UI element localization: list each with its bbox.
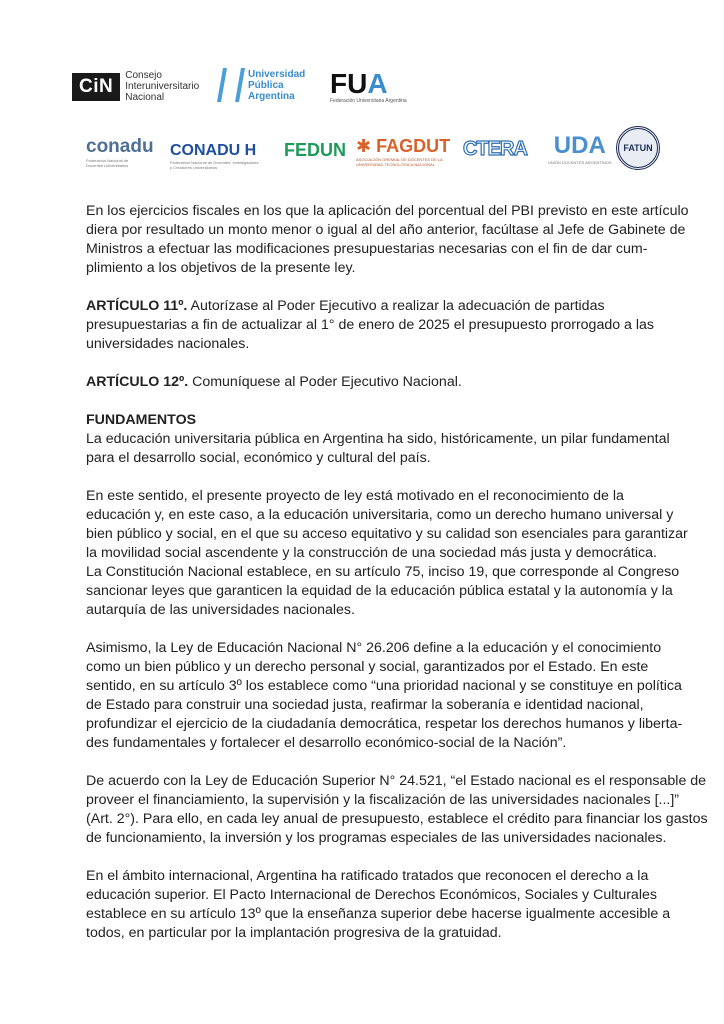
text-line: de funcionamiento, la inversión y los programas especiales de las universidades nacionales. (86, 830, 667, 846)
conadu-mark: conadu (86, 136, 154, 157)
uda-logo (548, 132, 612, 165)
uda-sub: UNIÓN DOCENTES ARGENTINOS (548, 160, 612, 165)
fatun-mark: FATUN (623, 143, 653, 153)
fua-logo (330, 70, 407, 104)
text-line: Ministros a efectuar las modificaciones presupuestarias necesarias con el fin de dar cum- (86, 241, 648, 257)
article-11 (86, 297, 655, 354)
fedun-logo (284, 140, 346, 161)
upa-line: Pública (248, 79, 284, 91)
text-line: des fundamentales y fortalecer el desarrollo económico-social de la Nación”. (86, 735, 567, 751)
text-line: presupuestarias a fin de actualizar al 1° de enero de 2025 el presupuesto prorrogado a las (86, 317, 655, 333)
paragraph (86, 639, 683, 753)
ctera-mark: CTERA (463, 138, 527, 160)
fua-mark-b: A (367, 68, 388, 99)
text-line: de Estado para construir una sociedad justa, reafirmar la soberanía e identidad nacional, (86, 697, 644, 713)
conadu-logo (86, 136, 154, 168)
text-line: Asimismo, la Ley de Educación Nacional N° 26.206 define a la educación y el conocimiento (86, 640, 662, 656)
text-line: profundizar el ejercicio de la ciudadanía democrática, respetar los derechos humanos y liberta- (86, 716, 683, 732)
article-heading: ARTÍCULO 11º. (86, 298, 188, 314)
text-line: En este sentido, el presente proyecto de ley está motivado en el reconocimiento de la (86, 488, 624, 504)
cin-line: Interuniversitario (125, 81, 200, 92)
text-line: diera por resultado un monto menor o igual al del año anterior, facúltase al Jefe de Gabinete de (86, 222, 686, 238)
text-line: todos, en particular por la implantación progresiva de la gratuidad. (86, 925, 502, 941)
cin-logo (72, 70, 199, 103)
document-body (86, 202, 708, 943)
upa-logo (220, 68, 305, 102)
conaduh-sub: Federación Nacional de Docentes, Investigadores y Creadores Universitarios (170, 160, 259, 170)
text-line: autarquía de las universidades nacionales. (86, 602, 355, 618)
upa-mark-icon (217, 68, 245, 102)
fagdut-mark: ✱ FAGDUT (356, 136, 451, 156)
text-line: educación superior. El Pacto Internacional de Derechos Económicos, Sociales y Culturales (86, 887, 657, 903)
paragraph (86, 772, 708, 848)
text-line (86, 297, 646, 316)
cin-line: Nacional (125, 92, 165, 103)
uda-mark: UDA (553, 132, 606, 159)
conaduh-logo (170, 142, 260, 170)
text-line: como un bien público y un derecho personal y social, garantizados por el Estado. En este (86, 659, 649, 675)
fua-mark-a: FU (330, 68, 368, 99)
text-line: (Art. 2°). Para ello, en cada ley anual de presupuesto, establece el crédito para financiar los gastos (86, 811, 708, 827)
text-line: establece en su artículo 13º que la enseñanza superior debe hacerse igualmente accesible a (86, 906, 671, 922)
text-line: sancionar leyes que garanticen la equidad de la educación pública estatal y la autonomía y la (86, 583, 673, 599)
text-line: En los ejercicios fiscales en los que la aplicación del porcentual del PBI previsto en este artículo (86, 203, 689, 219)
paragraph (86, 867, 671, 943)
text-line: De acuerdo con la Ley de Educación Superior N° 24.521, “el Estado nacional es el responsable de (86, 773, 707, 789)
upa-text (248, 69, 305, 102)
fagdut-sub: ASOCIACIÓN GREMIAL DE DOCENTES DE LA UNIVERSIDAD TECNOLÓGICA NACIONAL (356, 157, 443, 167)
paragraph (86, 487, 688, 620)
text-line: educación y, en este caso, a la educación universitaria, como un derecho humano universal y (86, 507, 674, 523)
upa-line: Universidad (248, 68, 306, 80)
text-line: para el desarrollo social, económico y cultural del país. (86, 450, 431, 466)
text-line: universidades nacionales. (86, 336, 250, 352)
article-heading: ARTÍCULO 12º. (86, 374, 189, 390)
upa-line: Argentina (248, 90, 295, 102)
text-run: Comuníquese al Poder Ejecutivo Nacional. (188, 374, 462, 390)
cin-text (125, 70, 199, 103)
cin-line: Consejo (125, 70, 162, 81)
article-12 (86, 373, 646, 392)
text-line: proveer el financiamiento, la supervisión y la fiscalización de las universidades nacionales [...]” (86, 792, 680, 808)
text-line: bien público y social, en el que su acceso equitativo y su calidad son esenciales para garantizar (86, 526, 688, 542)
text-line: La educación universitaria pública en Argentina ha sido, históricamente, un pilar fundamental (86, 431, 670, 447)
fatun-logo (616, 126, 660, 170)
conadu-sub: Federación Nacional de Docentes Universitarios (86, 158, 129, 168)
section-heading: FUNDAMENTOS (86, 412, 197, 428)
conaduh-mark: CONADU H (170, 142, 257, 159)
paragraph (86, 202, 689, 278)
text-line: En el ámbito internacional, Argentina ha ratificado tratados que reconocen el derecho a la (86, 868, 649, 884)
fedun-mark: FEDUN (284, 140, 346, 160)
ctera-logo (463, 138, 527, 161)
cin-mark: CiN (72, 73, 120, 101)
fagdut-logo (356, 136, 451, 167)
text-line: plimiento a los objetivos de la presente ley. (86, 260, 356, 276)
text-run: Autorízase al Poder Ejecutivo a realizar la adecuación de partidas (187, 298, 605, 314)
fundamentos-section (86, 411, 670, 468)
text-line: sentido, en su artículo 3º los establece como “una prioridad nacional y se constituye en política (86, 678, 682, 694)
text-line (86, 373, 646, 392)
text-line: La Constitución Nacional establece, en su artículo 75, inciso 19, que corresponde al Congreso (86, 564, 680, 580)
text-line: la movilidad social ascendente y la construcción de una sociedad más justa y democrática. (86, 545, 657, 561)
fua-mark (330, 70, 388, 98)
fua-sub: Federación Universitaria Argentina (330, 98, 407, 104)
